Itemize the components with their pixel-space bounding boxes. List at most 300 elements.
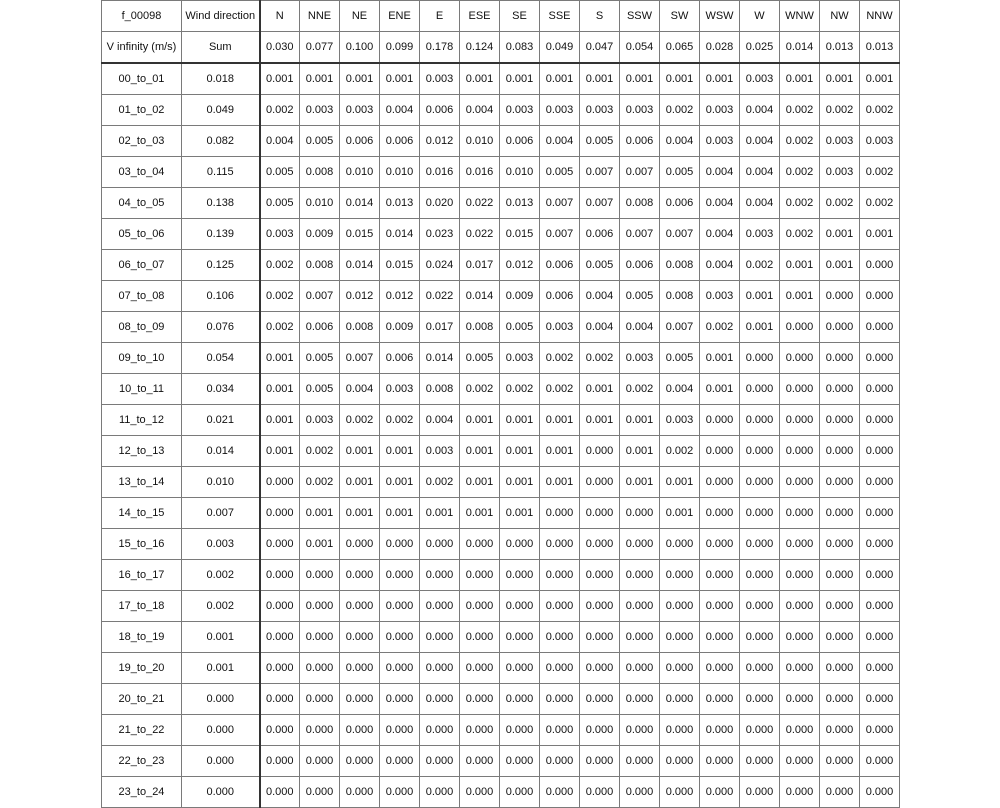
table-row [102, 684, 900, 715]
direction-header-cell: E [420, 1, 460, 32]
frequency-cell: 0.000 [340, 591, 380, 622]
frequency-cell: 0.000 [820, 312, 860, 343]
frequency-cell: 0.002 [660, 436, 700, 467]
frequency-cell: 0.000 [500, 746, 540, 777]
frequency-cell: 0.000 [860, 343, 900, 374]
frequency-cell: 0.006 [580, 219, 620, 250]
frequency-cell: 0.002 [620, 374, 660, 405]
frequency-cell: 0.000 [860, 374, 900, 405]
row-sum-cell: 0.010 [182, 467, 260, 498]
row-sum-cell: 0.115 [182, 157, 260, 188]
frequency-cell: 0.000 [740, 374, 780, 405]
frequency-cell: 0.000 [820, 715, 860, 746]
speed-bin-label: 23_to_24 [102, 777, 182, 808]
frequency-cell: 0.000 [820, 777, 860, 808]
speed-label: V infinity (m/s) [102, 32, 182, 64]
frequency-cell: 0.003 [580, 95, 620, 126]
table-row [102, 591, 900, 622]
frequency-cell: 0.002 [340, 405, 380, 436]
table-row [102, 250, 900, 281]
frequency-cell: 0.000 [500, 560, 540, 591]
frequency-cell: 0.000 [580, 467, 620, 498]
frequency-cell: 0.002 [380, 405, 420, 436]
frequency-cell: 0.006 [620, 126, 660, 157]
frequency-cell: 0.001 [460, 405, 500, 436]
direction-sum-cell: 0.124 [460, 32, 500, 64]
frequency-cell: 0.001 [780, 63, 820, 95]
frequency-cell: 0.001 [500, 498, 540, 529]
frequency-cell: 0.004 [740, 95, 780, 126]
frequency-cell: 0.001 [780, 281, 820, 312]
row-sum-cell: 0.082 [182, 126, 260, 157]
frequency-cell: 0.001 [460, 63, 500, 95]
frequency-cell: 0.004 [700, 219, 740, 250]
frequency-cell: 0.000 [420, 653, 460, 684]
frequency-cell: 0.000 [780, 529, 820, 560]
frequency-cell: 0.000 [700, 653, 740, 684]
frequency-cell: 0.000 [820, 591, 860, 622]
frequency-cell: 0.013 [500, 188, 540, 219]
row-sum-cell: 0.054 [182, 343, 260, 374]
table-row [102, 126, 900, 157]
frequency-cell: 0.000 [420, 715, 460, 746]
frequency-cell: 0.008 [660, 281, 700, 312]
frequency-cell: 0.000 [260, 591, 300, 622]
speed-bin-label: 14_to_15 [102, 498, 182, 529]
frequency-cell: 0.002 [780, 95, 820, 126]
frequency-cell: 0.005 [460, 343, 500, 374]
frequency-cell: 0.000 [540, 529, 580, 560]
frequency-cell: 0.003 [540, 95, 580, 126]
frequency-cell: 0.004 [740, 126, 780, 157]
frequency-cell: 0.002 [500, 374, 540, 405]
frequency-cell: 0.001 [740, 281, 780, 312]
frequency-cell: 0.000 [740, 529, 780, 560]
frequency-cell: 0.000 [260, 684, 300, 715]
frequency-cell: 0.000 [500, 777, 540, 808]
frequency-cell: 0.002 [260, 281, 300, 312]
frequency-cell: 0.016 [420, 157, 460, 188]
frequency-cell: 0.001 [460, 498, 500, 529]
frequency-cell: 0.000 [860, 281, 900, 312]
frequency-cell: 0.004 [740, 188, 780, 219]
frequency-cell: 0.001 [700, 343, 740, 374]
table-row [102, 343, 900, 374]
frequency-cell: 0.000 [340, 622, 380, 653]
row-sum-cell: 0.125 [182, 250, 260, 281]
direction-sum-cell: 0.178 [420, 32, 460, 64]
frequency-cell: 0.000 [700, 467, 740, 498]
direction-header-cell: NNW [860, 1, 900, 32]
direction-header-cell: WNW [780, 1, 820, 32]
frequency-cell: 0.003 [700, 126, 740, 157]
frequency-cell: 0.002 [860, 95, 900, 126]
frequency-cell: 0.009 [500, 281, 540, 312]
frequency-cell: 0.003 [620, 95, 660, 126]
frequency-cell: 0.000 [340, 653, 380, 684]
frequency-cell: 0.000 [780, 312, 820, 343]
frequency-cell: 0.008 [300, 250, 340, 281]
speed-bin-label: 13_to_14 [102, 467, 182, 498]
frequency-cell: 0.002 [580, 343, 620, 374]
frequency-cell: 0.000 [580, 529, 620, 560]
table-row [102, 157, 900, 188]
frequency-cell: 0.004 [660, 126, 700, 157]
frequency-cell: 0.007 [660, 312, 700, 343]
row-sum-cell: 0.000 [182, 777, 260, 808]
frequency-cell: 0.000 [500, 529, 540, 560]
frequency-cell: 0.000 [660, 529, 700, 560]
frequency-cell: 0.005 [260, 188, 300, 219]
row-sum-cell: 0.014 [182, 436, 260, 467]
speed-bin-label: 15_to_16 [102, 529, 182, 560]
frequency-cell: 0.012 [380, 281, 420, 312]
frequency-cell: 0.000 [860, 529, 900, 560]
frequency-cell: 0.003 [660, 405, 700, 436]
frequency-cell: 0.001 [340, 498, 380, 529]
frequency-cell: 0.000 [700, 529, 740, 560]
frequency-cell: 0.000 [740, 653, 780, 684]
frequency-cell: 0.005 [540, 157, 580, 188]
speed-bin-label: 19_to_20 [102, 653, 182, 684]
direction-header-cell: S [580, 1, 620, 32]
frequency-cell: 0.000 [340, 560, 380, 591]
frequency-cell: 0.000 [860, 777, 900, 808]
frequency-cell: 0.008 [460, 312, 500, 343]
frequency-cell: 0.000 [700, 591, 740, 622]
frequency-cell: 0.003 [540, 312, 580, 343]
frequency-cell: 0.001 [540, 63, 580, 95]
frequency-cell: 0.000 [420, 622, 460, 653]
direction-header-cell: N [260, 1, 300, 32]
direction-sum-cell: 0.077 [300, 32, 340, 64]
frequency-cell: 0.002 [540, 343, 580, 374]
frequency-cell: 0.000 [780, 746, 820, 777]
row-sum-cell: 0.000 [182, 746, 260, 777]
speed-bin-label: 02_to_03 [102, 126, 182, 157]
row-sum-cell: 0.000 [182, 715, 260, 746]
frequency-cell: 0.004 [580, 281, 620, 312]
frequency-cell: 0.001 [420, 498, 460, 529]
row-sum-cell: 0.002 [182, 591, 260, 622]
frequency-cell: 0.000 [620, 653, 660, 684]
frequency-cell: 0.000 [860, 405, 900, 436]
frequency-cell: 0.000 [620, 746, 660, 777]
frequency-cell: 0.000 [780, 653, 820, 684]
frequency-cell: 0.000 [580, 777, 620, 808]
frequency-cell: 0.005 [580, 126, 620, 157]
table-row [102, 560, 900, 591]
direction-sum-cell: 0.047 [580, 32, 620, 64]
table-row [102, 746, 900, 777]
frequency-cell: 0.007 [580, 188, 620, 219]
speed-bin-label: 07_to_08 [102, 281, 182, 312]
frequency-cell: 0.005 [620, 281, 660, 312]
frequency-cell: 0.001 [380, 63, 420, 95]
frequency-cell: 0.006 [420, 95, 460, 126]
frequency-cell: 0.000 [500, 622, 540, 653]
speed-bin-label: 08_to_09 [102, 312, 182, 343]
frequency-cell: 0.001 [820, 250, 860, 281]
frequency-cell: 0.000 [260, 777, 300, 808]
frequency-cell: 0.010 [460, 126, 500, 157]
frequency-cell: 0.001 [340, 467, 380, 498]
frequency-cell: 0.002 [260, 95, 300, 126]
frequency-cell: 0.002 [740, 250, 780, 281]
frequency-cell: 0.007 [660, 219, 700, 250]
frequency-cell: 0.000 [460, 684, 500, 715]
frequency-cell: 0.000 [340, 715, 380, 746]
frequency-cell: 0.000 [820, 498, 860, 529]
frequency-cell: 0.000 [580, 746, 620, 777]
frequency-cell: 0.001 [700, 63, 740, 95]
frequency-cell: 0.000 [460, 591, 500, 622]
frequency-cell: 0.001 [380, 436, 420, 467]
frequency-cell: 0.000 [460, 746, 500, 777]
frequency-cell: 0.000 [820, 684, 860, 715]
frequency-cell: 0.024 [420, 250, 460, 281]
direction-header-cell: SE [500, 1, 540, 32]
frequency-cell: 0.000 [740, 591, 780, 622]
direction-sum-row [102, 32, 900, 64]
frequency-cell: 0.000 [380, 684, 420, 715]
frequency-cell: 0.001 [260, 343, 300, 374]
frequency-cell: 0.001 [660, 467, 700, 498]
speed-bin-label: 22_to_23 [102, 746, 182, 777]
frequency-cell: 0.001 [300, 63, 340, 95]
table-row [102, 777, 900, 808]
frequency-cell: 0.006 [540, 250, 580, 281]
table-row [102, 436, 900, 467]
frequency-cell: 0.003 [700, 281, 740, 312]
frequency-cell: 0.005 [300, 126, 340, 157]
frequency-cell: 0.001 [260, 374, 300, 405]
frequency-cell: 0.014 [340, 188, 380, 219]
frequency-cell: 0.001 [860, 219, 900, 250]
frequency-cell: 0.003 [820, 157, 860, 188]
frequency-cell: 0.000 [620, 622, 660, 653]
frequency-cell: 0.006 [660, 188, 700, 219]
frequency-cell: 0.000 [300, 560, 340, 591]
frequency-cell: 0.001 [620, 63, 660, 95]
frequency-cell: 0.000 [500, 684, 540, 715]
direction-header-cell: SSW [620, 1, 660, 32]
frequency-cell: 0.000 [300, 591, 340, 622]
frequency-cell: 0.000 [620, 498, 660, 529]
frequency-cell: 0.004 [620, 312, 660, 343]
frequency-cell: 0.000 [500, 591, 540, 622]
frequency-cell: 0.000 [380, 746, 420, 777]
direction-sum-cell: 0.100 [340, 32, 380, 64]
frequency-cell: 0.000 [780, 560, 820, 591]
frequency-cell: 0.001 [780, 250, 820, 281]
frequency-cell: 0.000 [540, 653, 580, 684]
frequency-cell: 0.000 [660, 746, 700, 777]
frequency-cell: 0.005 [300, 374, 340, 405]
frequency-cell: 0.004 [700, 250, 740, 281]
table-row [102, 219, 900, 250]
frequency-cell: 0.001 [500, 436, 540, 467]
frequency-cell: 0.003 [420, 63, 460, 95]
frequency-cell: 0.000 [860, 312, 900, 343]
frequency-cell: 0.000 [300, 777, 340, 808]
direction-header-cell: NW [820, 1, 860, 32]
frequency-cell: 0.000 [540, 715, 580, 746]
frequency-cell: 0.006 [300, 312, 340, 343]
frequency-cell: 0.000 [500, 653, 540, 684]
frequency-cell: 0.022 [420, 281, 460, 312]
frequency-cell: 0.022 [460, 188, 500, 219]
frequency-cell: 0.000 [820, 622, 860, 653]
table-row [102, 312, 900, 343]
frequency-cell: 0.020 [420, 188, 460, 219]
frequency-cell: 0.007 [620, 157, 660, 188]
frequency-cell: 0.003 [300, 95, 340, 126]
speed-bin-label: 04_to_05 [102, 188, 182, 219]
frequency-cell: 0.000 [620, 591, 660, 622]
frequency-cell: 0.000 [660, 591, 700, 622]
frequency-cell: 0.001 [660, 63, 700, 95]
table-row [102, 653, 900, 684]
frequency-cell: 0.000 [300, 653, 340, 684]
row-sum-cell: 0.007 [182, 498, 260, 529]
frequency-cell: 0.000 [380, 529, 420, 560]
frequency-cell: 0.000 [820, 529, 860, 560]
frequency-cell: 0.000 [580, 498, 620, 529]
frequency-cell: 0.007 [620, 219, 660, 250]
frequency-cell: 0.000 [260, 498, 300, 529]
frequency-cell: 0.001 [620, 467, 660, 498]
frequency-cell: 0.004 [380, 95, 420, 126]
speed-bin-label: 10_to_11 [102, 374, 182, 405]
frequency-cell: 0.007 [300, 281, 340, 312]
frequency-cell: 0.000 [420, 746, 460, 777]
frequency-cell: 0.008 [660, 250, 700, 281]
frequency-cell: 0.000 [660, 622, 700, 653]
frequency-cell: 0.001 [460, 467, 500, 498]
frequency-cell: 0.022 [460, 219, 500, 250]
frequency-cell: 0.000 [580, 653, 620, 684]
frequency-cell: 0.000 [860, 715, 900, 746]
direction-header-row [102, 1, 900, 32]
frequency-cell: 0.004 [420, 405, 460, 436]
direction-sum-cell: 0.054 [620, 32, 660, 64]
frequency-cell: 0.000 [340, 777, 380, 808]
frequency-cell: 0.000 [260, 746, 300, 777]
frequency-cell: 0.001 [340, 63, 380, 95]
speed-bin-label: 00_to_01 [102, 63, 182, 95]
frequency-cell: 0.001 [540, 405, 580, 436]
frequency-cell: 0.000 [660, 653, 700, 684]
frequency-cell: 0.002 [780, 157, 820, 188]
frequency-cell: 0.003 [620, 343, 660, 374]
frequency-cell: 0.003 [500, 343, 540, 374]
frequency-cell: 0.000 [820, 343, 860, 374]
frequency-cell: 0.000 [580, 684, 620, 715]
frequency-cell: 0.006 [500, 126, 540, 157]
row-sum-cell: 0.002 [182, 560, 260, 591]
row-sum-cell: 0.001 [182, 622, 260, 653]
frequency-cell: 0.000 [660, 560, 700, 591]
speed-bin-label: 20_to_21 [102, 684, 182, 715]
row-sum-cell: 0.001 [182, 653, 260, 684]
table-row [102, 467, 900, 498]
frequency-cell: 0.013 [380, 188, 420, 219]
frequency-cell: 0.000 [860, 684, 900, 715]
frequency-cell: 0.003 [740, 219, 780, 250]
frequency-cell: 0.012 [500, 250, 540, 281]
speed-bin-label: 16_to_17 [102, 560, 182, 591]
frequency-cell: 0.000 [700, 405, 740, 436]
speed-bin-label: 01_to_02 [102, 95, 182, 126]
frequency-cell: 0.012 [340, 281, 380, 312]
frequency-cell: 0.001 [380, 498, 420, 529]
frequency-cell: 0.000 [740, 746, 780, 777]
frequency-cell: 0.007 [540, 188, 580, 219]
frequency-cell: 0.000 [260, 653, 300, 684]
frequency-cell: 0.015 [500, 219, 540, 250]
frequency-cell: 0.005 [500, 312, 540, 343]
frequency-cell: 0.000 [700, 715, 740, 746]
frequency-cell: 0.002 [860, 157, 900, 188]
frequency-cell: 0.000 [740, 498, 780, 529]
frequency-cell: 0.000 [740, 715, 780, 746]
frequency-cell: 0.000 [260, 560, 300, 591]
frequency-cell: 0.001 [500, 63, 540, 95]
direction-sum-cell: 0.025 [740, 32, 780, 64]
table-row [102, 188, 900, 219]
frequency-cell: 0.001 [380, 467, 420, 498]
frequency-cell: 0.000 [340, 746, 380, 777]
frequency-cell: 0.000 [860, 467, 900, 498]
frequency-cell: 0.002 [300, 436, 340, 467]
frequency-cell: 0.017 [460, 250, 500, 281]
frequency-cell: 0.001 [820, 63, 860, 95]
frequency-cell: 0.005 [260, 157, 300, 188]
frequency-cell: 0.000 [500, 715, 540, 746]
frequency-cell: 0.000 [740, 622, 780, 653]
frequency-cell: 0.010 [300, 188, 340, 219]
table-row [102, 405, 900, 436]
frequency-cell: 0.003 [740, 63, 780, 95]
row-sum-cell: 0.000 [182, 684, 260, 715]
frequency-cell: 0.003 [700, 95, 740, 126]
frequency-cell: 0.000 [860, 560, 900, 591]
frequency-cell: 0.000 [420, 777, 460, 808]
frequency-cell: 0.003 [300, 405, 340, 436]
frequency-cell: 0.000 [860, 250, 900, 281]
frequency-cell: 0.003 [500, 95, 540, 126]
speed-bin-label: 11_to_12 [102, 405, 182, 436]
sum-label: Sum [182, 32, 260, 64]
row-sum-cell: 0.034 [182, 374, 260, 405]
frequency-cell: 0.001 [700, 374, 740, 405]
frequency-cell: 0.000 [420, 591, 460, 622]
frequency-cell: 0.008 [620, 188, 660, 219]
frequency-cell: 0.003 [340, 95, 380, 126]
table-row [102, 281, 900, 312]
frequency-cell: 0.000 [540, 684, 580, 715]
frequency-cell: 0.001 [300, 498, 340, 529]
frequency-cell: 0.001 [660, 498, 700, 529]
direction-sum-cell: 0.065 [660, 32, 700, 64]
speed-bin-label: 06_to_07 [102, 250, 182, 281]
frequency-cell: 0.014 [460, 281, 500, 312]
frequency-cell: 0.002 [700, 312, 740, 343]
direction-sum-cell: 0.028 [700, 32, 740, 64]
frequency-cell: 0.000 [700, 436, 740, 467]
frequency-cell: 0.004 [700, 157, 740, 188]
